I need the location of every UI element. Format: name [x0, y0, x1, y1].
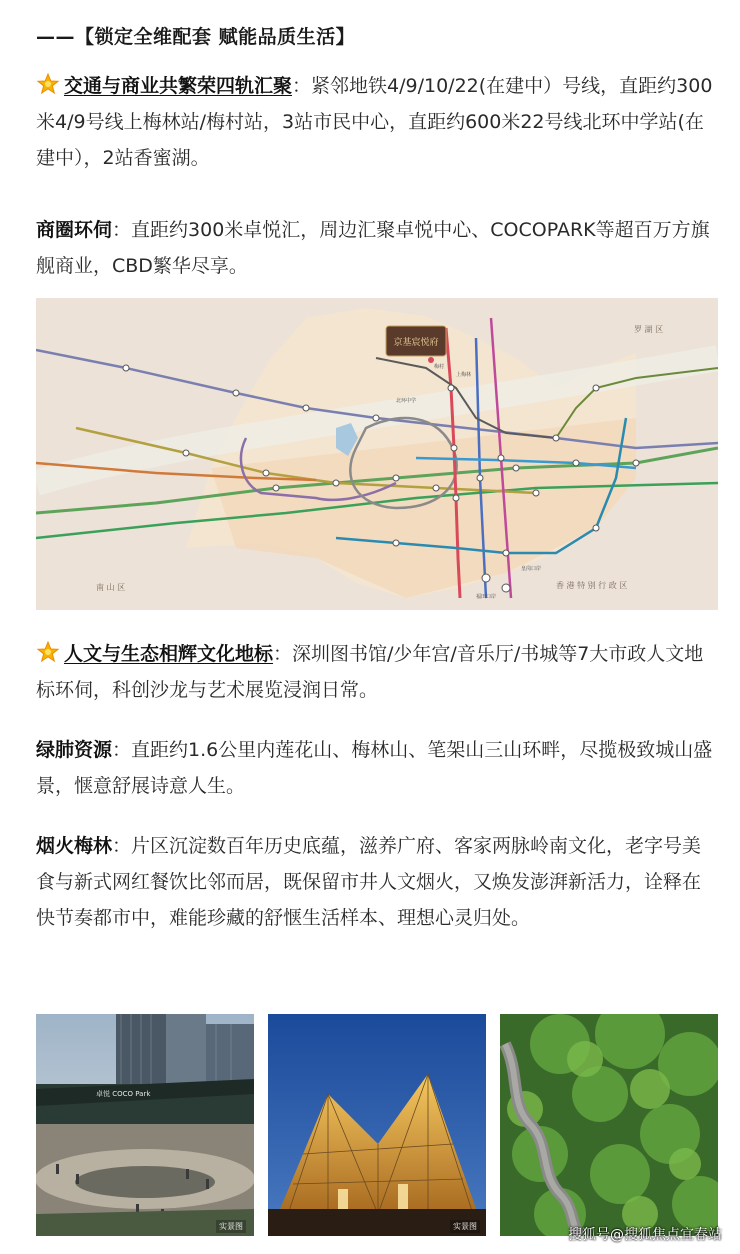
district-nanshan-label: 南 山 区 [96, 583, 126, 592]
culture-title: 人文与生态相辉文化地标 [64, 643, 274, 665]
culture-paragraph [36, 636, 716, 708]
district-luohu-label: 罗 湖 区 [634, 325, 664, 334]
photo-caption: 实景图 [450, 1220, 480, 1233]
transport-title: 交通与商业共繁荣四轨汇聚 [64, 75, 293, 97]
mall-sign: 卓悦 COCO Park [96, 1090, 151, 1098]
station-futian: 福田口岸 [476, 594, 497, 600]
star-icon [36, 73, 60, 95]
watermark: 搜狐号@搜狐焦点宜春站 [568, 1227, 722, 1243]
metro-map [36, 298, 718, 610]
transport-paragraph [36, 68, 716, 176]
mountain-photo [500, 1014, 718, 1236]
district-hk-label: 香 港 特 别 行 政 区 [556, 581, 628, 590]
photo-caption: 实景图 [216, 1220, 246, 1233]
star-icon [36, 641, 60, 663]
mall-photo [36, 1014, 254, 1236]
section-heading: ——【锁定全维配套 赋能品质生活】 [36, 26, 356, 48]
green-text: ：直距约1.6公里内莲花山、梅林山、笔架山三山环畔，尽揽极致城山盛景，惬意舒展诗意人生。 [36, 739, 713, 797]
station-huanggang: 皇岗口岸 [521, 566, 542, 572]
commerce-paragraph [36, 212, 716, 284]
commerce-label: 商圈环伺 [36, 219, 113, 241]
station-shangmeilin: 上梅林 [456, 372, 472, 378]
green-label: 绿肺资源 [36, 739, 113, 761]
meilin-paragraph [36, 828, 716, 936]
meilin-text: ：片区沉淀数百年历史底蕴，滋养广府、客家两脉岭南文化，老字号美食与新式网红餐饮比邻而居，既保留市井人文烟火，又焕发澎湃新活力，诠释在快节奏都市中，难能珍藏的舒惬生活样本、理想心灵归处。 [36, 835, 702, 929]
project-label: 京基宸悦府 [393, 338, 439, 348]
station-beihuan: 北环中学 [396, 398, 417, 404]
library-photo [268, 1014, 486, 1236]
culture-text: ：深圳图书馆/少年宫/音乐厅/书城等7大市政人文地标环伺，科创沙龙与艺术展览浸润日常。 [36, 643, 704, 701]
green-paragraph [36, 732, 716, 804]
meilin-label: 烟火梅林 [36, 835, 113, 857]
commerce-text: ：直距约300米卓悦汇，周边汇聚卓悦中心、COCOPARK等超百万方旗舰商业，CBD繁华尽享。 [36, 219, 710, 277]
transport-text: ：紧邻地铁4/9/10/22(在建中）号线，直距约300米4/9号线上梅林站/梅村站，3站市民中心，直距约600米22号线北环中学站(在建中），2站香蜜湖。 [36, 75, 713, 169]
metro-map-graphic [36, 298, 718, 610]
station-meilin: 梅村 [434, 364, 445, 370]
